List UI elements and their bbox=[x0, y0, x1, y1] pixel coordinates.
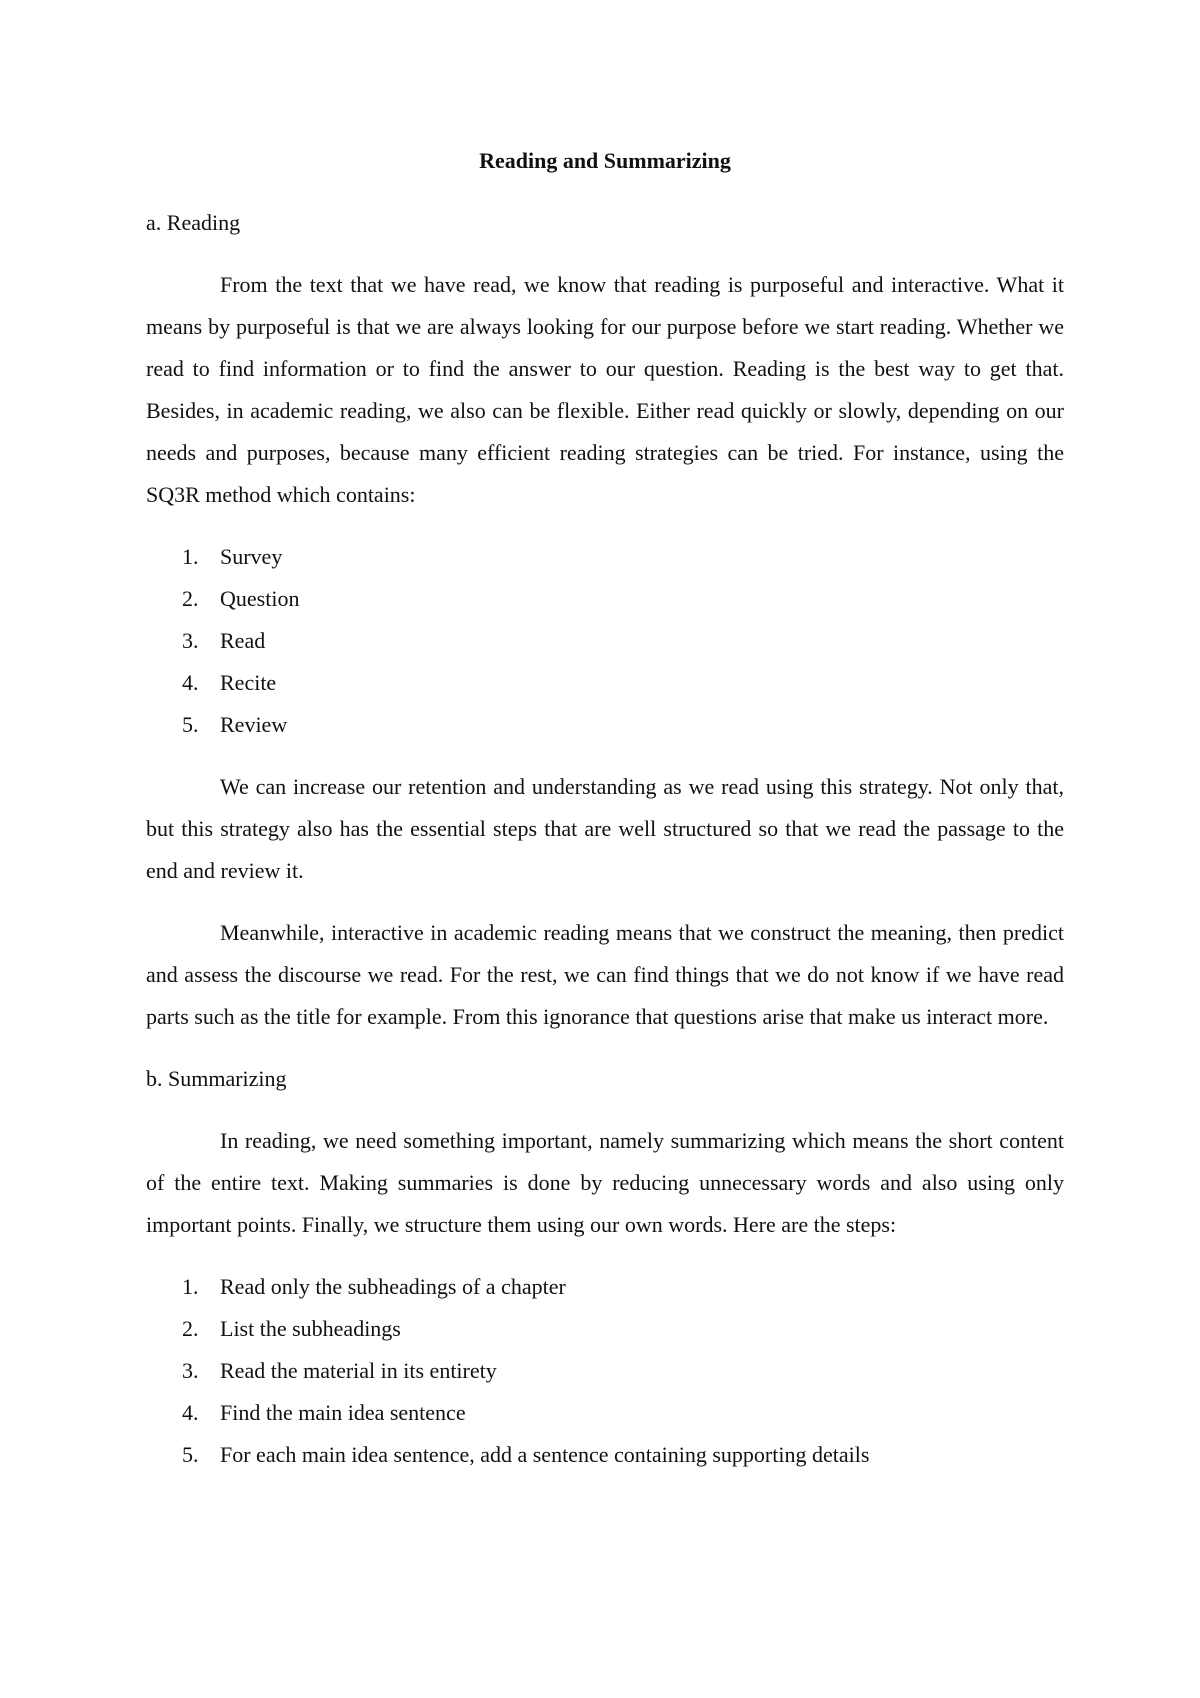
list-item-text: Recite bbox=[220, 670, 277, 695]
document-body bbox=[146, 140, 1064, 1496]
list-item-text: Read only the subheadings of a chapter bbox=[220, 1274, 566, 1299]
list-item-text: List the subheadings bbox=[220, 1316, 401, 1341]
list-item bbox=[146, 1434, 1064, 1476]
list-item-number: 2. bbox=[182, 1316, 199, 1341]
summarizing-steps-list bbox=[146, 1266, 1064, 1476]
list-item-number: 3. bbox=[182, 1358, 199, 1383]
list-item bbox=[146, 704, 1064, 746]
list-item bbox=[146, 620, 1064, 662]
paragraph-interactive: Meanwhile, interactive in academic reading means that we construct the meaning, then predict and assess the discourse we read. For the rest, we can find things that we do not know if we have read parts such as the title for example. From this ignorance that questions arise that make us interact more. bbox=[146, 920, 1064, 1029]
list-item-text: Read bbox=[220, 628, 266, 653]
list-item-text: Review bbox=[220, 712, 288, 737]
list-item-text: Find the main idea sentence bbox=[220, 1400, 466, 1425]
list-item-number: 3. bbox=[182, 628, 199, 653]
list-item-text: Read the material in its entirety bbox=[220, 1358, 497, 1383]
list-item bbox=[146, 536, 1064, 578]
list-item bbox=[146, 1392, 1064, 1434]
list-item bbox=[146, 578, 1064, 620]
list-item-number: 2. bbox=[182, 586, 199, 611]
section-heading-reading: a. Reading bbox=[146, 210, 241, 235]
list-item-text: For each main idea sentence, add a sentence containing supporting details bbox=[220, 1442, 870, 1467]
list-item-number: 4. bbox=[182, 1400, 199, 1425]
list-item bbox=[146, 1308, 1064, 1350]
paragraph-reading-intro: From the text that we have read, we know that reading is purposeful and interactive. What it means by purposeful is that we are always looking for our purpose before we start reading. Whether we read to find information or to find the answer to our question. Reading is the best way to get that. Besides, in academic reading, we also can be flexible. Either read quickly or slowly, depending on our needs and purposes, because many efficient reading strategies can be tried. For instance, using the SQ3R method which contains: bbox=[146, 272, 1064, 507]
list-item bbox=[146, 662, 1064, 704]
list-item-number: 4. bbox=[182, 670, 199, 695]
list-item-text: Survey bbox=[220, 544, 283, 569]
list-item-number: 1. bbox=[182, 544, 199, 569]
list-item-number: 5. bbox=[182, 1442, 199, 1467]
list-item bbox=[146, 1266, 1064, 1308]
list-item bbox=[146, 1350, 1064, 1392]
paragraph-summarizing-intro: In reading, we need something important, namely summarizing which means the short content of the entire text. Making summaries is done by reducing unnecessary words and also using only important points. Finally, we structure them using our own words. Here are the steps: bbox=[146, 1128, 1064, 1237]
document-title: Reading and Summarizing bbox=[479, 148, 731, 173]
paragraph-retention: We can increase our retention and understanding as we read using this strategy. Not only that, but this strategy also has the essential steps that are well structured so that we read the passage to the end and review it. bbox=[146, 774, 1064, 883]
list-item-text: Question bbox=[220, 586, 300, 611]
list-item-number: 5. bbox=[182, 712, 199, 737]
list-item-number: 1. bbox=[182, 1274, 199, 1299]
section-heading-summarizing: b. Summarizing bbox=[146, 1066, 287, 1091]
sq3r-list bbox=[146, 536, 1064, 746]
